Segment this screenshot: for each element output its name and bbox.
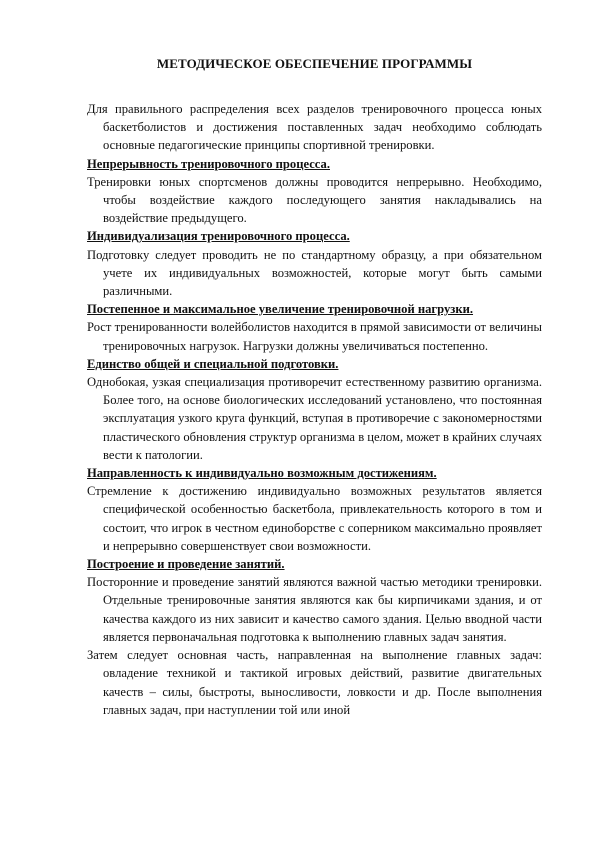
paragraph-continuity: Тренировки юных спортсменов должны проводится непрерывно. Необходимо, чтобы воздействие каждого последующего занятия накладывались на воздействие предыдущего. xyxy=(87,174,542,226)
paragraph-general-special: Однобокая, узкая специализация противоречит естественному развитию организма. Более того, на основе биологических исследований установлено, что постоянная эксплуатация узкого круга функций, вступая в противоречие с закономерностями пластического обновления структур организма в целом, может в крайних случаях вести к патологии. xyxy=(87,375,542,462)
paragraph-intro: Для правильного распределения всех разделов тренировочного процесса юных баскетболистов и достижения поставленных задач необходимо соблюдать основные педагогические принципы спортивной тренировки. xyxy=(87,102,542,153)
document-title: МЕТОДИЧЕСКОЕ ОБЕСПЕЧЕНИЕ ПРОГРАММЫ xyxy=(156,56,473,71)
paragraph-load-increase: Рост тренированности волейболистов находится в прямой зависимости от величины тренировочных нагрузок. Нагрузки должны увеличиваться постепенно. xyxy=(87,320,542,353)
paragraph-individualization: Подготовку следует проводить не по стандартному образцу, а при обязательном учете их индивидуальных возможностей, которые могут быть самыми различными. xyxy=(87,247,542,299)
section-heading-continuity: Непрерывность тренировочного процесса. xyxy=(87,156,330,171)
paragraph-main-part: Затем следует основная часть, направленная на выполнение главных задач: овладение техникой и тактикой игровых действий, развитие двигательных качеств – силы, быстроты, выносливости, ловкости и др. После выполнения главных задач, при наступлении той или иной xyxy=(87,648,542,717)
section-heading-individualization: Индивидуализация тренировочного процесса. xyxy=(87,229,350,244)
section-heading-achievements: Направленность к индивидуально возможным достижениям. xyxy=(87,466,437,481)
section-heading-lessons: Построение и проведение занятий. xyxy=(87,557,285,572)
paragraph-lessons: Посторонние и проведение занятий являются важной частью методики тренировки. Отдельные тренировочные занятия являются как бы кирпичиками здания, и от качества каждого из них зависит и качество самого здания. Целью вводной части является первоначальная подготовка к выполнению главных задач занятия. xyxy=(87,575,542,644)
section-heading-load-increase: Постепенное и максимальное увеличение тренировочной нагрузки. xyxy=(87,302,474,317)
paragraph-achievements: Стремление к достижению индивидуально возможных результатов является специфической особенностью баскетбола, привлекательность которого в том и состоит, что игрок в честном единоборстве с соперником максимально проявляет и непрерывно совершенствует свои возможности. xyxy=(87,484,542,553)
section-heading-general-special: Единство общей и специальной подготовки. xyxy=(87,356,339,371)
document-page xyxy=(87,56,542,719)
